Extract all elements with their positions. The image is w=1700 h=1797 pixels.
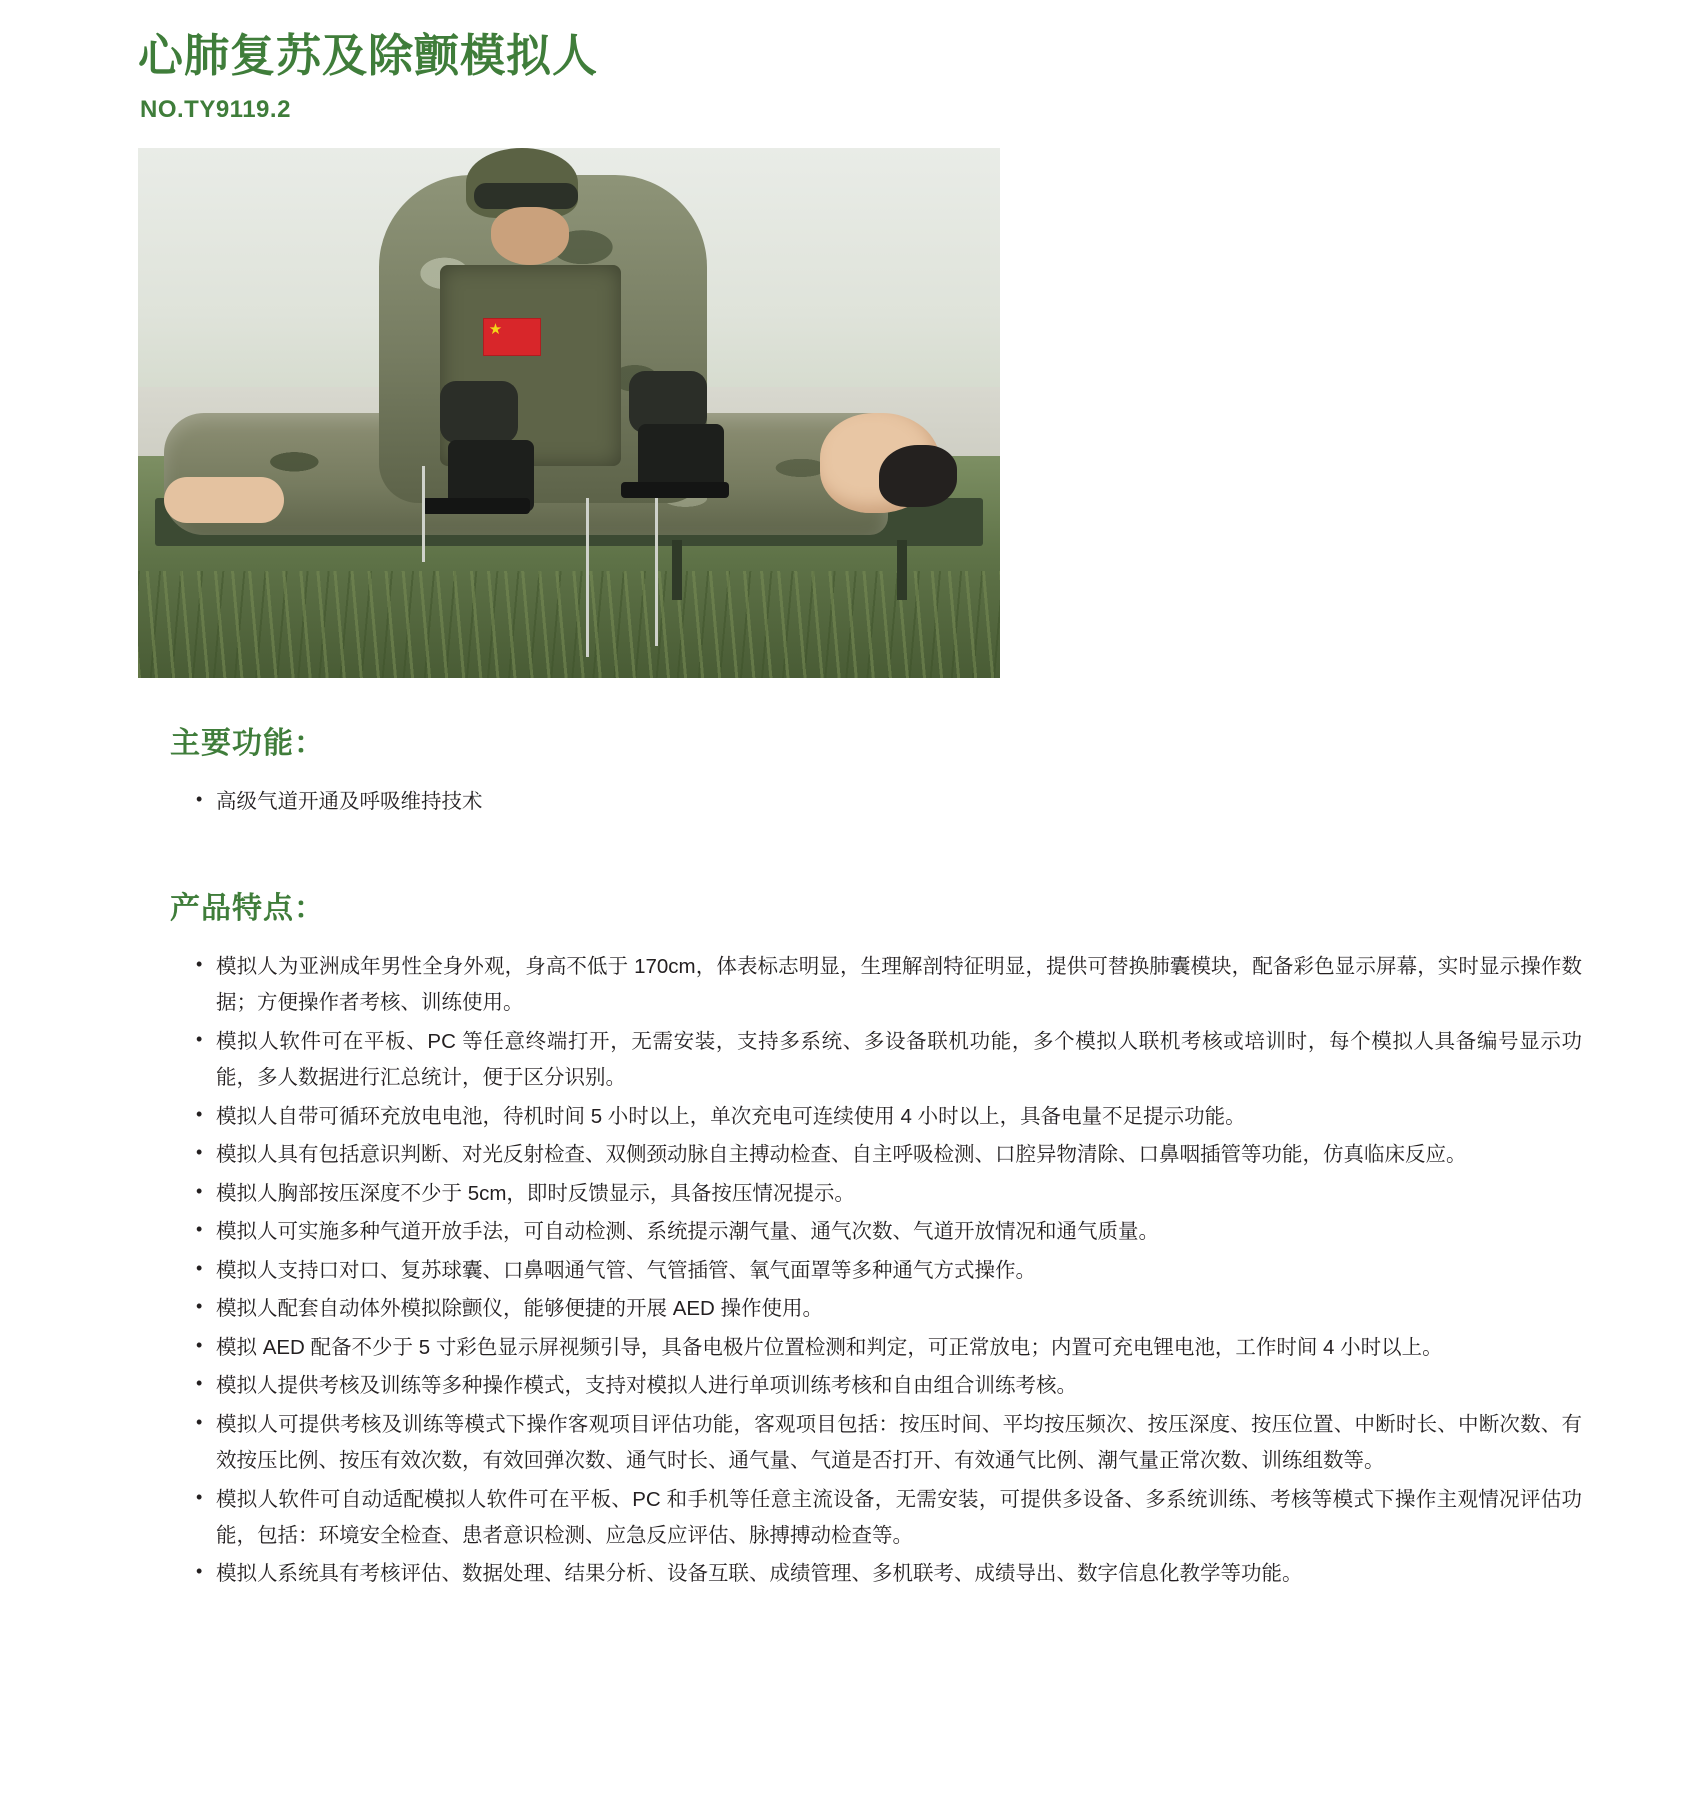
list-item: • 模拟 AED 配备不少于 5 寸彩色显示屏视频引导，具备电极片位置检测和判定，可正常放电；内置可充电锂电池，工作时间 4 小时以上。	[196, 1330, 1582, 1366]
photo-stretcher-leg	[672, 540, 682, 600]
list-item: • 模拟人可提供考核及训练等模式下操作客观项目评估功能，客观项目包括：按压时间、平均按压频次、按压深度、按压位置、中断时长、中断次数、有效按压比例、按压有效次数，有效回弹次数、通气时长、通气量、气道是否打开、有效通气比例、潮气量正常次数、训练组数等。	[196, 1407, 1582, 1480]
main-functions-section	[0, 718, 1700, 820]
list-item: • 模拟人可实施多种气道开放手法，可自动检测、系统提示潮气量、通气次数、气道开放情况和通气质量。	[196, 1214, 1582, 1250]
product-photo	[138, 148, 1000, 678]
photo-paddle-cable	[422, 466, 425, 561]
header	[0, 0, 1700, 124]
page-title: 心肺复苏及除颤模拟人	[138, 30, 599, 81]
list-item: • 模拟人自带可循环充放电电池，待机时间 5 小时以上，单次充电可连续使用 4 小时以上，具备电量不足提示功能。	[196, 1099, 1582, 1135]
list-item: • 高级气道开通及呼吸维持技术	[196, 784, 1582, 820]
list-item: • 模拟人提供考核及训练等多种操作模式，支持对模拟人进行单项训练考核和自由组合训练考核。	[196, 1368, 1582, 1404]
photo-sensor-cable	[655, 498, 658, 646]
list-item: • 模拟人支持口对口、复苏球囊、口鼻咽通气管、气管插管、氧气面罩等多种通气方式操作。	[196, 1253, 1582, 1289]
photo-national-flag-patch	[483, 318, 541, 356]
photo-manikin-arm	[164, 477, 284, 523]
product-features-heading: 产品特点：	[170, 891, 325, 925]
list-item: • 模拟人配套自动体外模拟除颤仪，能够便捷的开展 AED 操作使用。	[196, 1291, 1582, 1327]
photo-soldier-glove-left	[440, 381, 518, 443]
photo-paddle-base-right	[621, 482, 729, 498]
photo-manikin-hair	[879, 445, 957, 507]
list-item: • 模拟人为亚洲成年男性全身外观，身高不低于 170cm，体表标志明显，生理解剖特征明显，提供可替换肺囊模块，配备彩色显示屏幕，实时显示操作数据；方便操作者考核、训练使用。	[196, 949, 1582, 1022]
main-functions-heading: 主要功能：	[170, 727, 325, 761]
photo-paddle-base-left	[422, 498, 530, 514]
list-item: • 模拟人胸部按压深度不少于 5cm，即时反馈显示，具备按压情况提示。	[196, 1176, 1582, 1212]
photo-grass-blades	[138, 571, 1000, 678]
list-item: • 模拟人软件可自动适配模拟人软件可在平板、PC 和手机等任意主流设备，无需安装，可提供多设备、多系统训练、考核等模式下操作主观情况评估功能，包括：环境安全检查、患者意识检测、应急反应评估、脉搏搏动检查等。	[196, 1482, 1582, 1555]
list-item: • 模拟人软件可在平板、PC 等任意终端打开，无需安装，支持多系统、多设备联机功能，多个模拟人联机考核或培训时，每个模拟人具备编号显示功能，多人数据进行汇总统计，便于区分识别。	[196, 1024, 1582, 1097]
product-features-section	[0, 883, 1700, 1655]
product-model-number: NO.TY9119.2	[140, 96, 291, 124]
photo-sensor-cable	[586, 498, 589, 657]
photo-stretcher-leg	[897, 540, 907, 600]
list-item: • 模拟人系统具有考核评估、数据处理、结果分析、设备互联、成绩管理、多机联考、成绩导出、数字信息化教学等功能。	[196, 1556, 1582, 1592]
product-features-list	[170, 949, 1582, 1593]
photo-soldier-goggles	[474, 183, 578, 209]
main-functions-list	[170, 784, 1582, 820]
product-photo-illustration	[138, 148, 1000, 678]
photo-soldier-face	[491, 207, 569, 265]
list-item: • 模拟人具有包括意识判断、对光反射检查、双侧颈动脉自主搏动检查、自主呼吸检测、口腔异物清除、口鼻咽插管等功能，仿真临床反应。	[196, 1137, 1582, 1173]
